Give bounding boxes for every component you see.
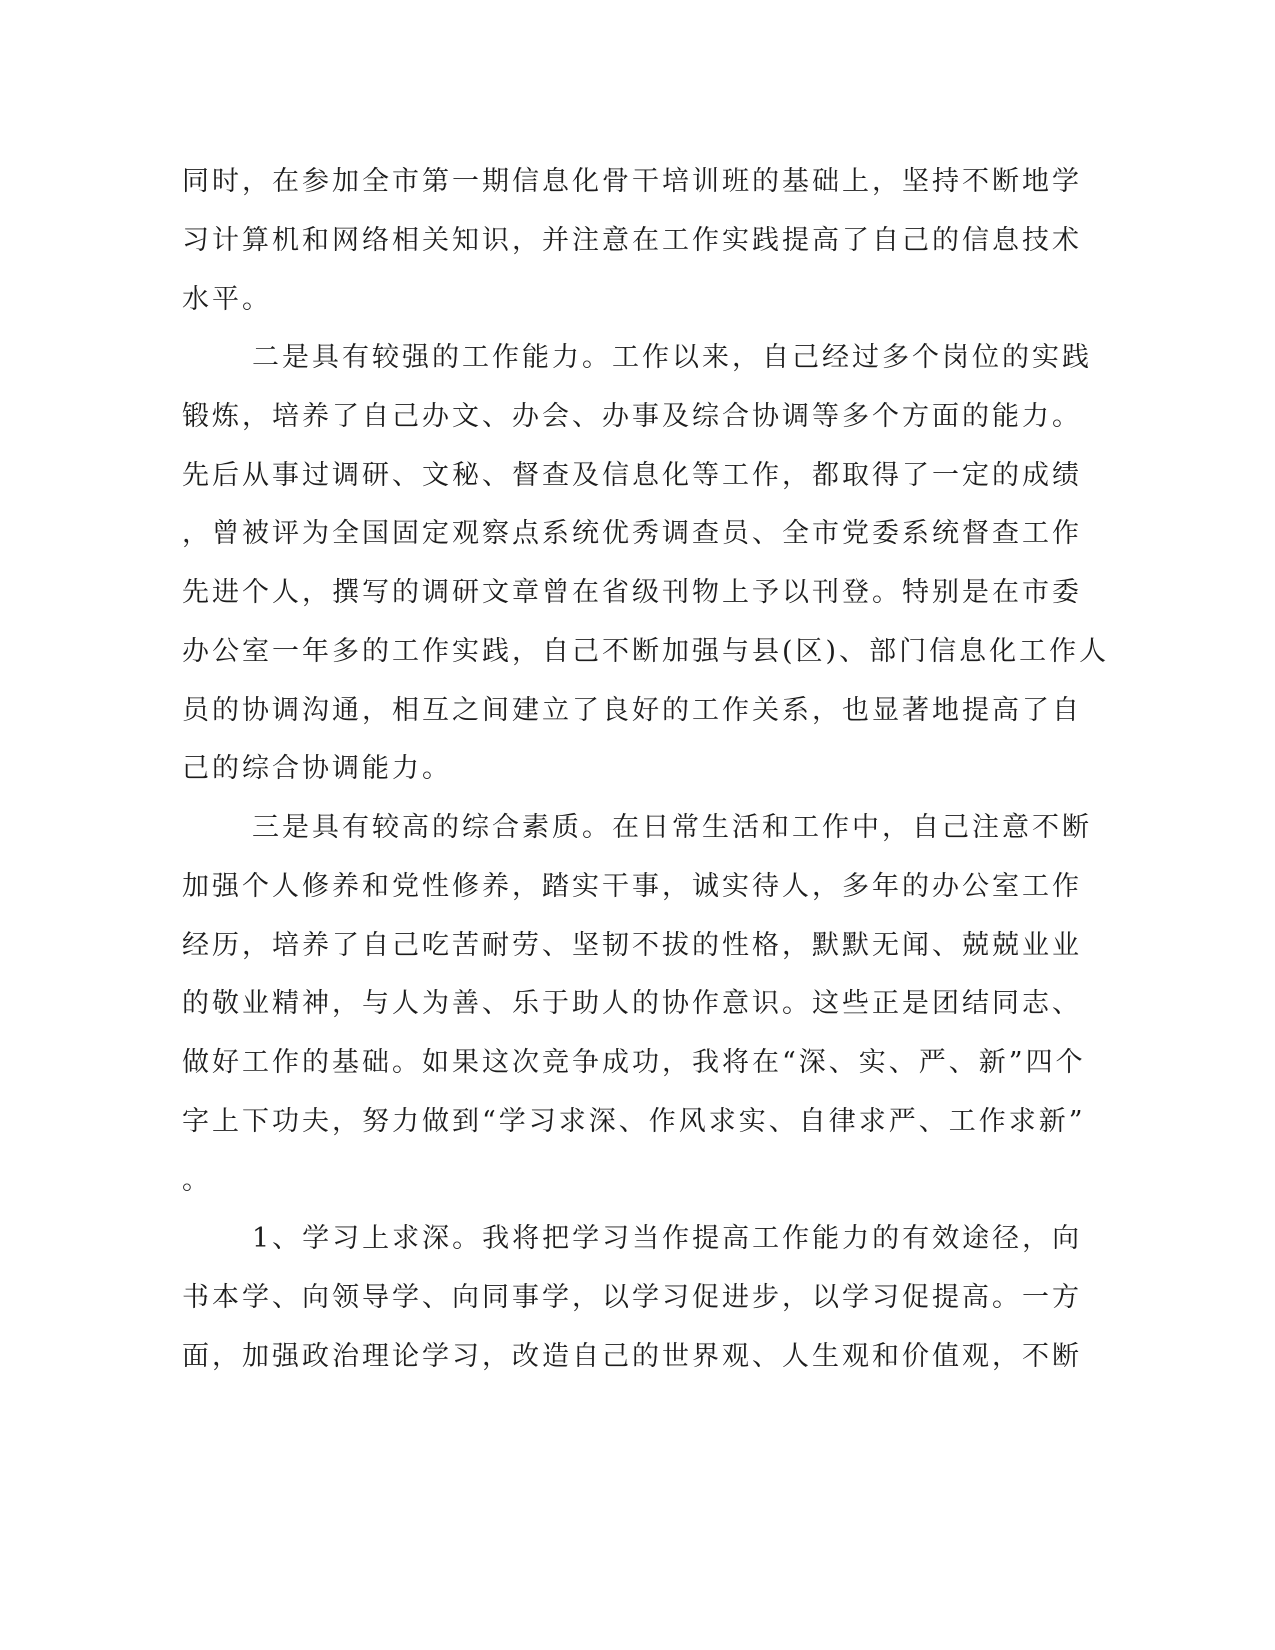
text-line: 字上下功夫，努力做到“学习求深、作风求实、自律求严、工作求新” xyxy=(182,1106,1086,1137)
text-line: 己的综合协调能力。 xyxy=(182,753,452,784)
paragraph-start-line: 三是具有较高的综合素质。在日常生活和工作中，自己注意不断 xyxy=(252,812,1092,843)
text-line: 水平。 xyxy=(182,284,272,315)
text-line: 经历，培养了自己吃苦耐劳、坚韧不拔的性格，默默无闻、兢兢业业 xyxy=(182,930,1082,961)
text-line: 员的协调沟通，相互之间建立了良好的工作关系，也显著地提高了自 xyxy=(182,695,1082,726)
text-line: 同时，在参加全市第一期信息化骨干培训班的基础上，坚持不断地学 xyxy=(182,166,1082,197)
text-line: 做好工作的基础。如果这次竞争成功，我将在“深、实、严、新”四个 xyxy=(182,1047,1086,1078)
text-line: 加强个人修养和党性修养，踏实干事，诚实待人，多年的办公室工作 xyxy=(182,871,1082,902)
text-line: 。 xyxy=(182,1165,212,1196)
text-line: 先进个人，撰写的调研文章曾在省级刊物上予以刊登。特别是在市委 xyxy=(182,577,1082,608)
text-line: 书本学、向领导学、向同事学，以学习促进步，以学习促提高。一方 xyxy=(182,1282,1082,1313)
text-line: 先后从事过调研、文秘、督查及信息化等工作，都取得了一定的成绩 xyxy=(182,460,1082,491)
text-line: 锻炼，培养了自己办文、办会、办事及综合协调等多个方面的能力。 xyxy=(182,401,1082,432)
paragraph-start-line: 二是具有较强的工作能力。工作以来，自己经过多个岗位的实践 xyxy=(252,342,1092,373)
text-line: 办公室一年多的工作实践，自己不断加强与县(区)、部门信息化工作人 xyxy=(182,636,1110,667)
paragraph-start-line: 1、学习上求深。我将把学习当作提高工作能力的有效途径，向 xyxy=(252,1223,1083,1254)
text-line: 习计算机和网络相关知识，并注意在工作实践提高了自己的信息技术 xyxy=(182,225,1082,256)
text-line: 面，加强政治理论学习，改造自己的世界观、人生观和价值观，不断 xyxy=(182,1341,1082,1372)
text-line: 的敬业精神，与人为善、乐于助人的协作意识。这些正是团结同志、 xyxy=(182,988,1082,1019)
text-line: ，曾被评为全国固定观察点系统优秀调查员、全市党委系统督查工作 xyxy=(182,518,1082,549)
